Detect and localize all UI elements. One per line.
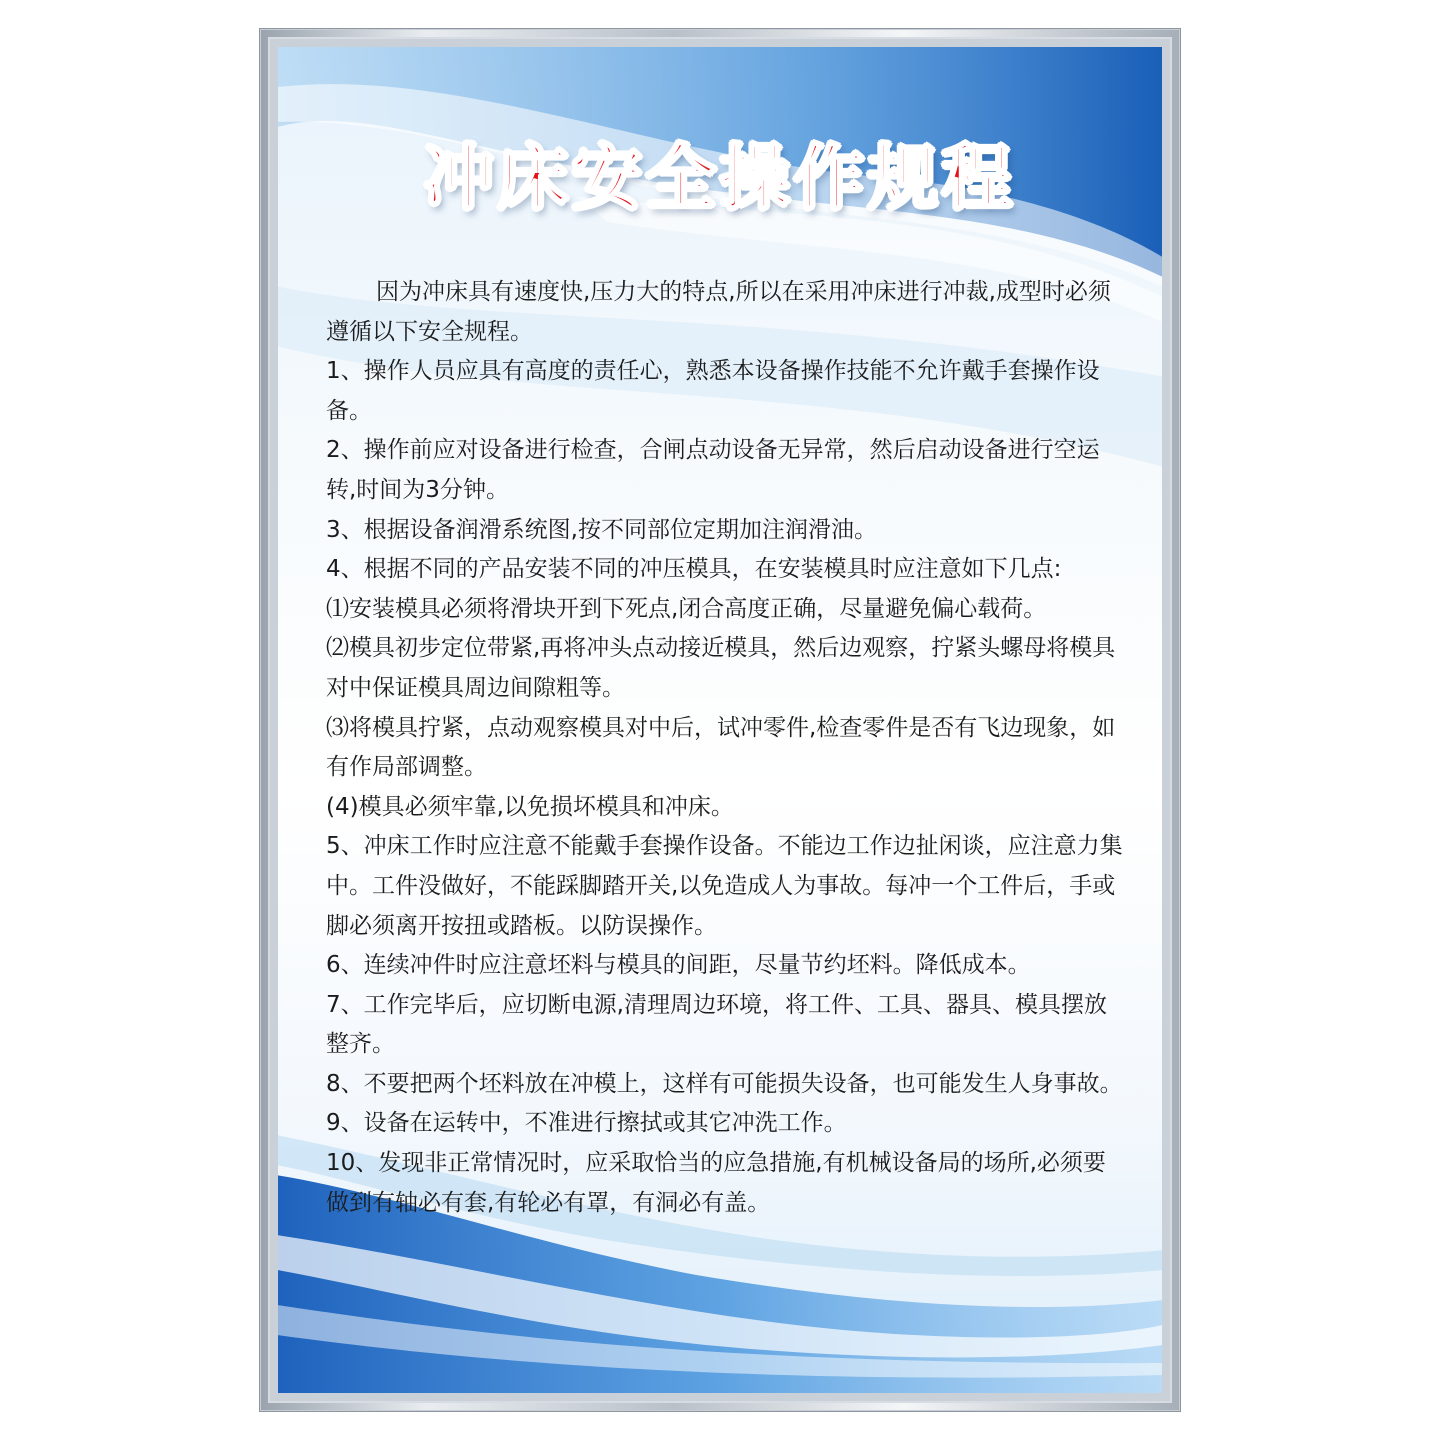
sign-panel [278, 47, 1162, 1393]
rule-item: 2、操作前应对设备进行检查，合闸点动设备无异常，然后启动设备进行空运转,时间为3分钟。 [326, 437, 1100, 503]
rule-item: 5、冲床工作时应注意不能戴手套操作设备。不能边工作边扯闲谈，应注意力集中。工件没做好，不能踩脚踏开关,以免造成人为事故。每冲一个工件后，手或脚必须离开按扭或踏板。以防误操作。 [326, 833, 1123, 939]
rule-item: 9、设备在运转中，不准进行擦拭或其它冲洗工作。 [326, 1110, 847, 1137]
sign-frame [259, 28, 1181, 1412]
rule-subitem: ⑴安装模具必须将滑块开到下死点,闭合高度正确，尽量避免偏心载荷。 [326, 595, 1047, 622]
intro-paragraph: 因为冲床具有速度快,压力大的特点,所以在采用冲床进行冲裁,成型时必须遵循以下安全规程。 [326, 279, 1111, 345]
rule-item: 6、连续冲件时应注意坯料与模具的间距，尽量节约坯料。降低成本。 [326, 952, 1031, 979]
rule-item: 1、操作人员应具有高度的责任心，熟悉本设备操作技能不允许戴手套操作设备。 [326, 358, 1100, 424]
sign-title: 冲床安全操作规程 [424, 137, 1016, 219]
rule-item: 4、根据不同的产品安装不同的冲压模具，在安装模具时应注意如下几点: [326, 556, 1062, 583]
rule-item: 8、不要把两个坯料放在冲模上，这样有可能损失设备，也可能发生人身事故。 [326, 1070, 1123, 1097]
rule-subitem: (4)模具必须牢靠,以免损坏模具和冲床。 [326, 793, 734, 820]
rule-subitem: ⑶将模具拧紧，点动观察模具对中后，试冲零件,检查零件是否有飞边现象，如有作局部调整。 [326, 714, 1116, 781]
rule-item: 7、工作完毕后，应切断电源,清理周边环境，将工件、工具、器具、模具摆放整齐。 [326, 991, 1107, 1058]
rule-subitem: ⑵模具初步定位带紧,再将冲头点动接近模具，然后边观察，拧紧头螺母将模具对中保证模具周边间隙粗等。 [326, 635, 1116, 701]
rule-item: 10、发现非正常情况时，应采取恰当的应急措施,有机械设备局的场所,必须要做到有轴必有套,有轮必有罩，有洞必有盖。 [326, 1150, 1106, 1216]
rule-item: 3、根据设备润滑系统图,按不同部位定期加注润滑油。 [326, 516, 877, 543]
rules-text [326, 273, 1126, 1223]
